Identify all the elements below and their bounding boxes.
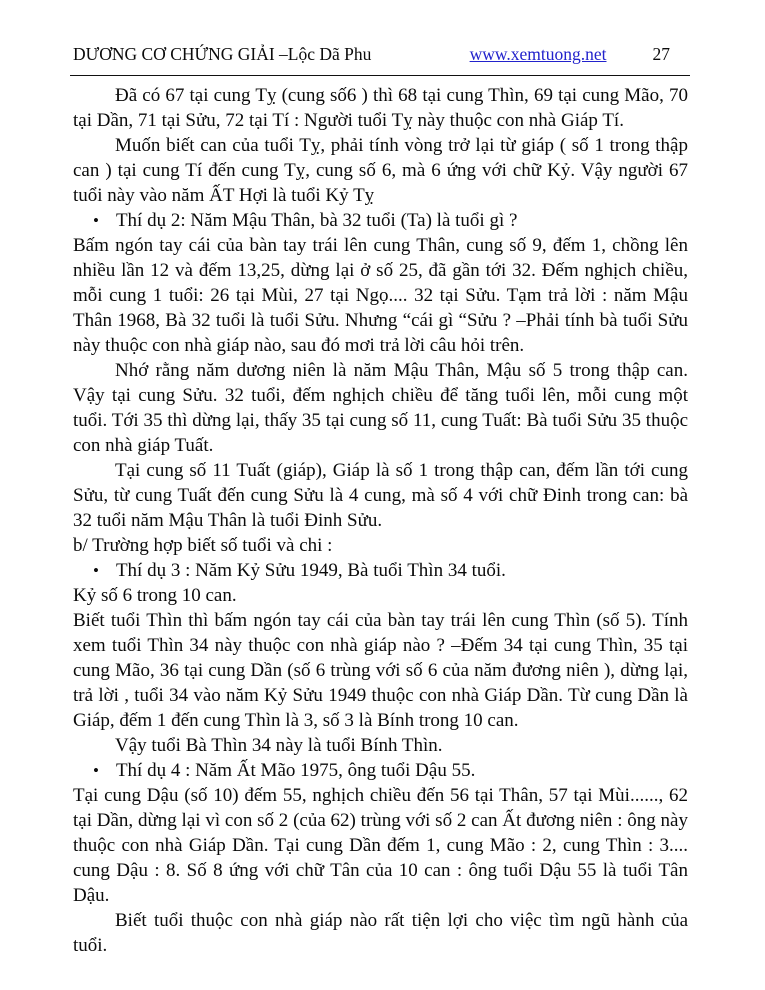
paragraph-text: Kỷ số 6 trong 10 can. [73,585,237,606]
paragraph-text: Biết tuổi Thìn thì bấm ngón tay cái của bàn tay trái lên cung Thìn (số 5). Tính xem tuổi Thìn 34 này thuộc con nhà giáp nào ? –Đếm 34 tại cung Thìn, 35 tại cung Mão, 36 tại cung Dần (số 6 trùng với số 6 của năm đương niên ), dừng lại, trả lời , tuổi 34 vào năm Kỷ Sửu 1949 thuộc con nhà Giáp Dần. Từ cung Dần là Giáp, đếm 1 đến cung Thìn là 3, số 3 là Bính trong 10 can. [73,610,688,731]
paragraph [73,908,688,958]
paragraph [73,583,688,608]
bullet-item [73,558,688,583]
bullet-marker-icon: • [93,761,99,780]
paragraph-text: Đã có 67 tại cung Tỵ (cung số6 ) thì 68 tại cung Thìn, 69 tại cung Mão, 70 tại Dần, 71 tại Sửu, 72 tại Tí : Người tuổi Tỵ này thuộc con nhà Giáp Tí. [73,85,688,131]
bullet-text: Thí dụ 3 : Năm Kỷ Sửu 1949, Bà tuổi Thìn 34 tuổi. [115,560,506,581]
paragraph-text: Bấm ngón tay cái của bàn tay trái lên cung Thân, cung số 9, đếm 1, chồng lên nhiều lần 12 và đếm 13,25, dừng lại ở số 25, đã gần tới 32. Đếm nghịch chiều, mỗi cung 1 tuổi: 26 tại Mùi, 27 tại Ngọ.... 32 tại Sửu. Tạm trả lời : năm Mậu Thân 1968, Bà 32 tuổi là tuổi Sửu. Nhưng “cái gì “Sửu ? –Phải tính bà tuổi Sửu này thuộc con nhà giáp nào, sau đó mơi trả lời câu hỏi trên. [73,235,688,356]
header-website-link[interactable]: www.xemtuong.net [469,44,607,64]
header-title: DƯƠNG CƠ CHỨNG GIẢI –Lộc Dã Phu [73,44,372,64]
paragraph [73,458,688,533]
document-body [73,83,688,958]
paragraph [73,733,688,758]
bullet-item [73,758,688,783]
paragraph-text: Nhớ rằng năm dương niên là năm Mậu Thân, Mậu số 5 trong thập can. Vậy tại cung Sửu. 32 tuổi, đếm nghịch chiều để tăng tuổi lên, mỗi cung một tuổi. Tới 35 thì dừng lại, thấy 35 tại cung số 11, cung Tuất: Bà tuổi Sửu 35 thuộc con nhà giáp Tuất. [73,360,688,456]
bullet-item [73,208,688,233]
bullet-marker-icon: • [93,561,99,580]
paragraph [73,233,688,358]
paragraph-text: Tại cung Dậu (số 10) đếm 55, nghịch chiều đến 56 tại Thân, 57 tại Mùi......, 62 tại Dần, dừng lại vì con số 2 (của 62) trùng với số 2 can Ất đương niên : ông này thuộc con nhà Giáp Dần. Tại cung Dần đếm 1, cung Mão : 2, cung Thìn : 3.... cung Dậu : 8. Số 8 ứng với chữ Tân của 10 can : ông tuổi Dậu 55 là tuổi Tân Dậu. [73,785,688,906]
paragraph-text: b/ Trường hợp biết số tuổi và chi : [73,535,333,556]
bullet-marker-icon: • [93,211,99,230]
paragraph-text: Vậy tuổi Bà Thìn 34 này là tuổi Bính Thìn. [115,735,443,756]
paragraph [73,608,688,733]
paragraph [73,133,688,208]
paragraph-text: Muốn biết can của tuổi Tỵ, phải tính vòng trở lại từ giáp ( số 1 trong thập can ) tại cung Tí đến cung Tỵ, cung số 6, mà 6 ứng với chữ Kỷ. Vậy người 67 tuổi này vào năm ẤT Hợi là tuổi Kỷ Tỵ [73,135,688,206]
page-number: 27 [652,44,670,64]
paragraph [73,783,688,908]
paragraph-text: Biết tuổi thuộc con nhà giáp nào rất tiện lợi cho việc tìm ngũ hành của tuổi. [73,910,688,956]
header-divider [70,75,690,76]
paragraph [73,533,688,558]
bullet-text: Thí dụ 4 : Năm Ất Mão 1975, ông tuổi Dậu 55. [115,760,476,781]
paragraph [73,83,688,133]
page-header [73,44,688,64]
bullet-text: Thí dụ 2: Năm Mậu Thân, bà 32 tuổi (Ta) là tuổi gì ? [115,210,518,231]
paragraph-text: Tại cung số 11 Tuất (giáp), Giáp là số 1 trong thập can, đếm lần tới cung Sửu, từ cung Tuất đến cung Sửu là 4 cung, mà số 4 với chữ Đinh trong can: bà 32 tuổi năm Mậu Thân là tuổi Đinh Sửu. [73,460,688,531]
paragraph [73,358,688,458]
